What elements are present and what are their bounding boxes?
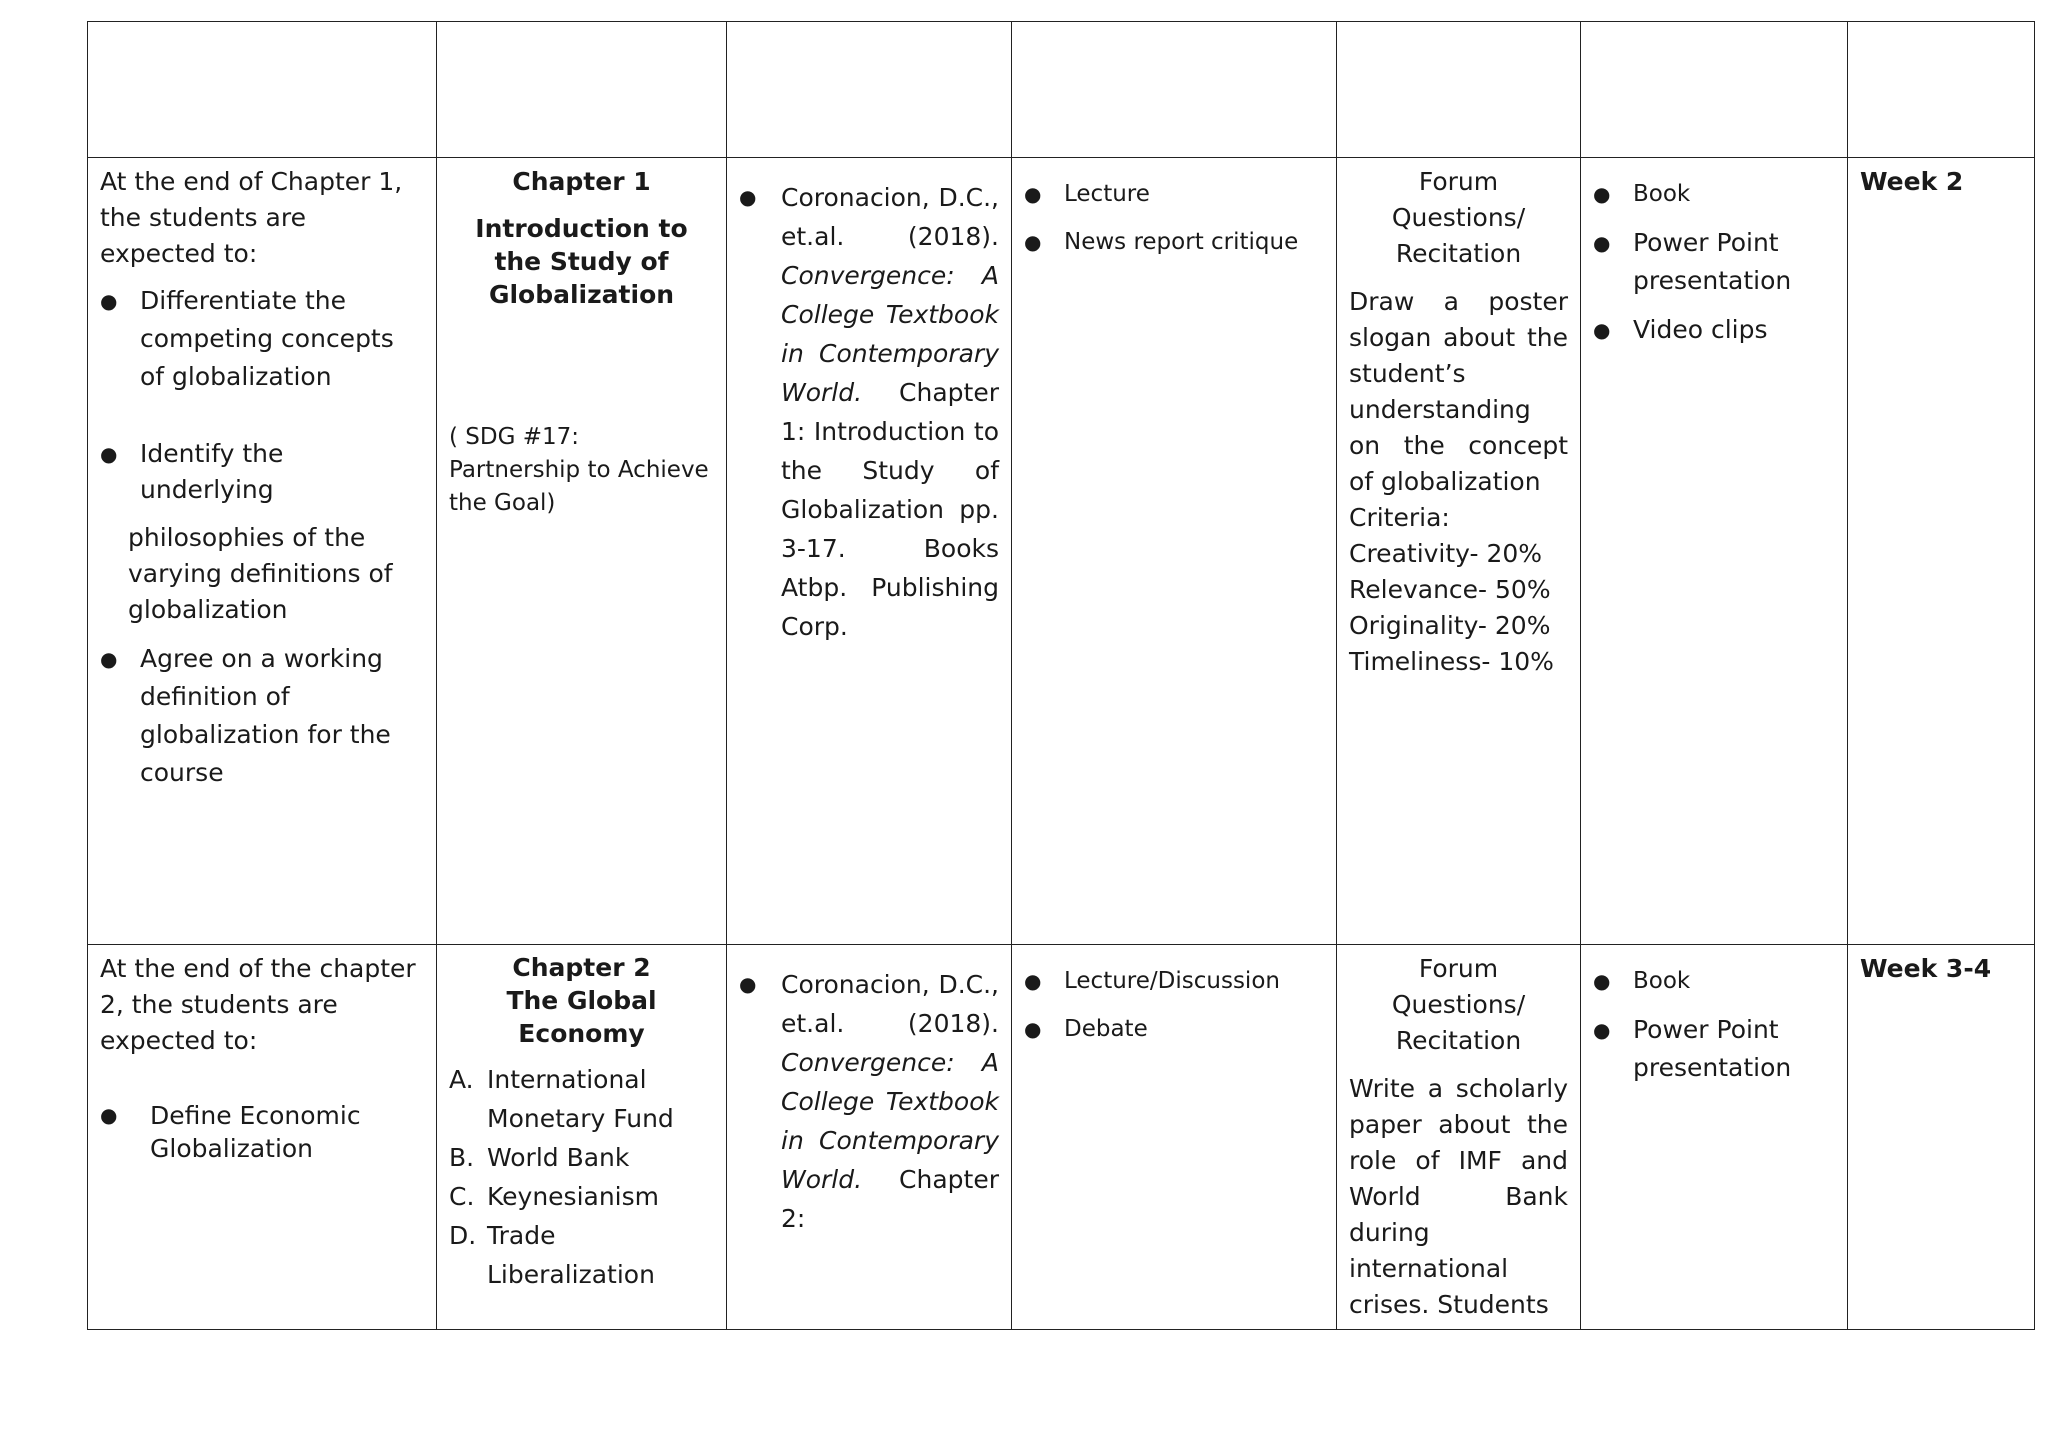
list-text: Trade Liberalization [487, 1221, 655, 1289]
strategies-list [1024, 176, 1324, 260]
empty-cell [727, 22, 1012, 158]
reference-title: Convergence: A College Textbook in Contemporary World. [781, 1048, 999, 1194]
week-cell [1848, 945, 2035, 1330]
assessment-body: Draw a poster slogan about the student’s understanding on the concept of globalization [1349, 287, 1568, 496]
assessment-cell [1337, 158, 1581, 945]
objectives-list [100, 282, 424, 396]
table-row-chapter-1 [88, 158, 2035, 945]
reference-detail: Chapter 1: Introduction to the Study of Globalization pp. 3-17. Books Atbp. Publishing Corp. [781, 378, 999, 641]
criteria-item: Originality- 20% [1349, 611, 1551, 640]
list-item: ● News report critique [1024, 224, 1324, 260]
empty-cell [1337, 22, 1581, 158]
objectives-cell [88, 945, 437, 1330]
list-item: ● Book [1593, 176, 1835, 212]
list-item [449, 1177, 714, 1216]
strategies-cell [1012, 945, 1337, 1330]
topic-cell [437, 158, 727, 945]
reference-author: Coronacion, D.C., et.al. (2018). [781, 970, 999, 1038]
assessment-body: Write a scholarly paper about the role of IMF and World Bank during international crises. Students [1349, 1074, 1568, 1319]
list-item [739, 965, 999, 1238]
list-item: ● Agree on a working definition of globalization for the course [100, 640, 424, 792]
list-item [739, 178, 999, 646]
list-marker: A. [449, 1065, 474, 1094]
objectives-intro: At the end of the chapter 2, the students are expected to: [100, 954, 416, 1055]
list-item: ● Identify the underlying [100, 436, 424, 508]
empty-cell [437, 22, 727, 158]
week-cell [1848, 158, 2035, 945]
objectives-list [100, 436, 424, 508]
assessment-cell [1337, 945, 1581, 1330]
resources-cell [1581, 158, 1848, 945]
week-label: Week 3-4 [1860, 954, 1992, 983]
criteria-item: Criteria: [1349, 503, 1450, 532]
objective-continuation: philosophies of the varying definitions of globalization [128, 523, 393, 624]
table-row-empty [88, 22, 2035, 158]
reference-detail: Chapter 2: [781, 1165, 999, 1233]
reference-cell [727, 945, 1012, 1330]
syllabus-table [87, 21, 2035, 1330]
list-item: ● Lecture [1024, 176, 1324, 212]
table-row-chapter-2 [88, 945, 2035, 1330]
reference-list [739, 965, 999, 1238]
chapter-label: Chapter 2 [512, 953, 651, 982]
chapter-label: Chapter 1 [512, 167, 651, 196]
resources-list [1593, 963, 1835, 1087]
reference-list [739, 178, 999, 646]
strategies-list [1024, 963, 1324, 1047]
list-text: World Bank [487, 1143, 630, 1172]
list-item: ● Power Point presentation [1593, 224, 1835, 300]
resources-list [1593, 176, 1835, 348]
topic-cell [437, 945, 727, 1330]
list-item [449, 1138, 714, 1177]
list-item: ● Book [1593, 963, 1835, 999]
list-text: Keynesianism [487, 1182, 660, 1211]
list-item: ● Define Economic Globalization [100, 1099, 424, 1165]
assessment-head: Forum Questions/ Recitation [1391, 954, 1526, 1055]
list-item: ● Lecture/Discussion [1024, 963, 1324, 999]
list-text: International Monetary Fund [487, 1065, 674, 1133]
objectives-list [100, 1099, 424, 1165]
list-item [449, 1216, 714, 1294]
list-item [449, 1060, 714, 1138]
criteria-item: Timeliness- 10% [1349, 647, 1554, 676]
list-marker: C. [449, 1182, 475, 1211]
resources-cell [1581, 945, 1848, 1330]
criteria-item: Relevance- 50% [1349, 575, 1551, 604]
sdg-note: ( SDG #17: Partnership to Achieve the Goal) [449, 424, 709, 516]
empty-cell [88, 22, 437, 158]
reference-title: Convergence: A College Textbook in Contemporary World. [781, 261, 999, 407]
list-marker: D. [449, 1221, 477, 1250]
list-item: ● Debate [1024, 1011, 1324, 1047]
week-label: Week 2 [1860, 167, 1964, 196]
objectives-cell [88, 158, 437, 945]
empty-cell [1581, 22, 1848, 158]
topics-list [449, 1060, 714, 1294]
reference-cell [727, 158, 1012, 945]
objectives-list [100, 640, 424, 792]
list-item: ● Video clips [1593, 312, 1835, 348]
list-item: ● Power Point presentation [1593, 1011, 1835, 1087]
reference-author: Coronacion, D.C., et.al. (2018). [781, 183, 999, 251]
list-item: ● Differentiate the competing concepts of globalization [100, 282, 424, 396]
chapter-title: Introduction to the Study of Globalization [475, 214, 688, 309]
empty-cell [1848, 22, 2035, 158]
criteria-item: Creativity- 20% [1349, 539, 1543, 568]
empty-cell [1012, 22, 1337, 158]
strategies-cell [1012, 158, 1337, 945]
chapter-title: The Global Economy [506, 986, 657, 1048]
list-marker: B. [449, 1143, 475, 1172]
objectives-intro: At the end of Chapter 1, the students are expected to: [100, 167, 403, 268]
assessment-head: Forum Questions/ Recitation [1391, 167, 1526, 268]
